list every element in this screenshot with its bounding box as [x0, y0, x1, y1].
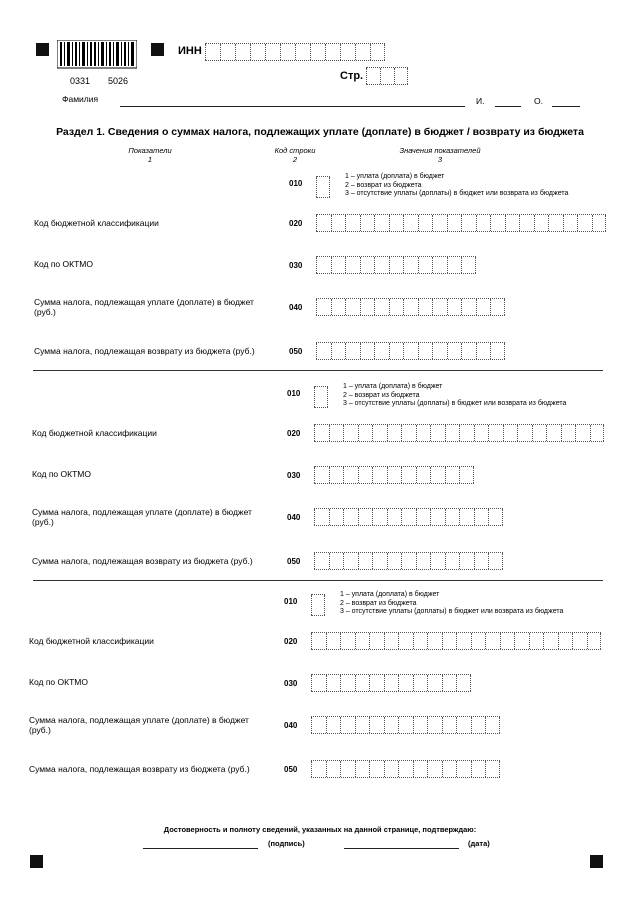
- corner-marker-top-left: [36, 43, 49, 56]
- oktmo-field[interactable]: [314, 466, 474, 484]
- date-label: (дата): [468, 839, 490, 848]
- corner-marker-bottom-right: [590, 855, 603, 868]
- column-header-indicators-num: 1: [147, 155, 153, 164]
- oktmo-label: Код по ОКТМО: [29, 677, 88, 687]
- inn-label: ИНН: [178, 45, 202, 57]
- tax-payable-field[interactable]: [311, 716, 500, 734]
- code-020: 020: [289, 219, 303, 228]
- barcode-number-right: 5026: [108, 76, 129, 86]
- tax-refund-field[interactable]: [314, 552, 503, 570]
- code-050: 050: [284, 765, 298, 774]
- column-header-line-code-label: Код строки: [274, 146, 316, 155]
- date-field[interactable]: [344, 848, 459, 849]
- option-3: 3 – отсутствие уплаты (доплаты) в бюджет или возврата из бюджета: [340, 608, 564, 615]
- option-1: 1 – уплата (доплата) в бюджет: [345, 173, 445, 180]
- column-header-values-label: Значения показателей: [399, 146, 481, 155]
- oktmo-field[interactable]: [311, 674, 471, 692]
- tax-refund-label: Сумма налога, подлежащая возврату из бюджета (руб.): [32, 556, 253, 566]
- code-030: 030: [284, 679, 298, 688]
- tax-payable-label: Сумма налога, подлежащая уплате (доплате) в бюджет (руб.): [32, 507, 252, 527]
- initial-patronymic-field[interactable]: [552, 106, 580, 107]
- tax-refund-field[interactable]: [311, 760, 500, 778]
- option-1: 1 – уплата (доплата) в бюджет: [343, 383, 443, 390]
- payment-type-field[interactable]: [311, 594, 325, 616]
- payment-type-field[interactable]: [316, 176, 330, 198]
- oktmo-label: Код по ОКТМО: [32, 469, 91, 479]
- code-030: 030: [287, 471, 301, 480]
- column-header-line-code-num: 2: [292, 155, 298, 164]
- column-header-values: [385, 146, 495, 164]
- code-040: 040: [287, 513, 301, 522]
- oktmo-label: Код по ОКТМО: [34, 259, 93, 269]
- page-number-field[interactable]: [366, 67, 408, 85]
- surname-label: Фамилия: [62, 94, 99, 104]
- kbk-label: Код бюджетной классификации: [34, 218, 159, 228]
- kbk-field[interactable]: [316, 214, 606, 232]
- tax-refund-field[interactable]: [316, 342, 505, 360]
- barcode-number-left: 0331: [70, 76, 91, 86]
- signature-field[interactable]: [143, 848, 258, 849]
- option-2: 2 – возврат из бюджета: [343, 391, 420, 399]
- kbk-label: Код бюджетной классификации: [32, 428, 157, 438]
- option-2: 2 – возврат из бюджета: [345, 181, 422, 189]
- column-header-line-code: [265, 146, 325, 164]
- page-label: Стр.: [340, 70, 364, 82]
- column-header-values-num: 3: [437, 155, 443, 164]
- kbk-field[interactable]: [311, 632, 601, 650]
- initial-name-label: И.: [476, 96, 485, 106]
- option-2: 2 – возврат из бюджета: [340, 599, 417, 607]
- corner-marker-bottom-left: [30, 855, 43, 868]
- payment-type-field[interactable]: [314, 386, 328, 408]
- column-header-indicators-label: Показатели: [128, 146, 172, 155]
- tax-refund-label: Сумма налога, подлежащая возврату из бюджета (руб.): [29, 764, 250, 774]
- code-020: 020: [287, 429, 301, 438]
- tax-payable-field[interactable]: [314, 508, 503, 526]
- code-010: 010: [289, 179, 303, 188]
- option-3: 3 – отсутствие уплаты (доплаты) в бюджет или возврата из бюджета: [345, 190, 569, 197]
- payment-type-options: [343, 383, 566, 409]
- kbk-label: Код бюджетной классификации: [29, 636, 154, 646]
- corner-marker-top-mid: [151, 43, 164, 56]
- tax-payable-label: Сумма налога, подлежащая уплате (доплате) в бюджет (руб.): [29, 715, 249, 735]
- inn-field[interactable]: [205, 43, 385, 61]
- block-separator-2: [33, 580, 603, 581]
- oktmo-field[interactable]: [316, 256, 476, 274]
- tax-payable-field[interactable]: [316, 298, 505, 316]
- payment-type-options: [345, 173, 568, 199]
- code-050: 050: [289, 347, 303, 356]
- code-010: 010: [284, 597, 298, 606]
- certification-text: Достоверность и полноту сведений, указанных на данной странице, подтверждаю:: [163, 825, 477, 834]
- surname-field[interactable]: [120, 106, 465, 107]
- tax-refund-label: Сумма налога, подлежащая возврату из бюджета (руб.): [34, 346, 255, 356]
- block-separator-1: [33, 370, 603, 371]
- initial-name-field[interactable]: [495, 106, 521, 107]
- signature-label: (подпись): [268, 839, 305, 848]
- option-3: 3 – отсутствие уплаты (доплаты) в бюджет или возврата из бюджета: [343, 400, 567, 407]
- column-header-indicators: [110, 146, 190, 164]
- code-010: 010: [287, 389, 301, 398]
- payment-type-options: [340, 591, 563, 617]
- code-040: 040: [284, 721, 298, 730]
- code-030: 030: [289, 261, 303, 270]
- initial-patronymic-label: О.: [534, 96, 543, 106]
- section-title: Раздел 1. Сведения о суммах налога, подлежащих уплате (доплате) в бюджет / возврату из бюджета: [56, 126, 584, 138]
- kbk-field[interactable]: [314, 424, 604, 442]
- barcode: [57, 40, 137, 76]
- option-1: 1 – уплата (доплата) в бюджет: [340, 591, 440, 598]
- code-050: 050: [287, 557, 301, 566]
- code-020: 020: [284, 637, 298, 646]
- tax-payable-label: Сумма налога, подлежащая уплате (доплате) в бюджет (руб.): [34, 297, 254, 317]
- code-040: 040: [289, 303, 303, 312]
